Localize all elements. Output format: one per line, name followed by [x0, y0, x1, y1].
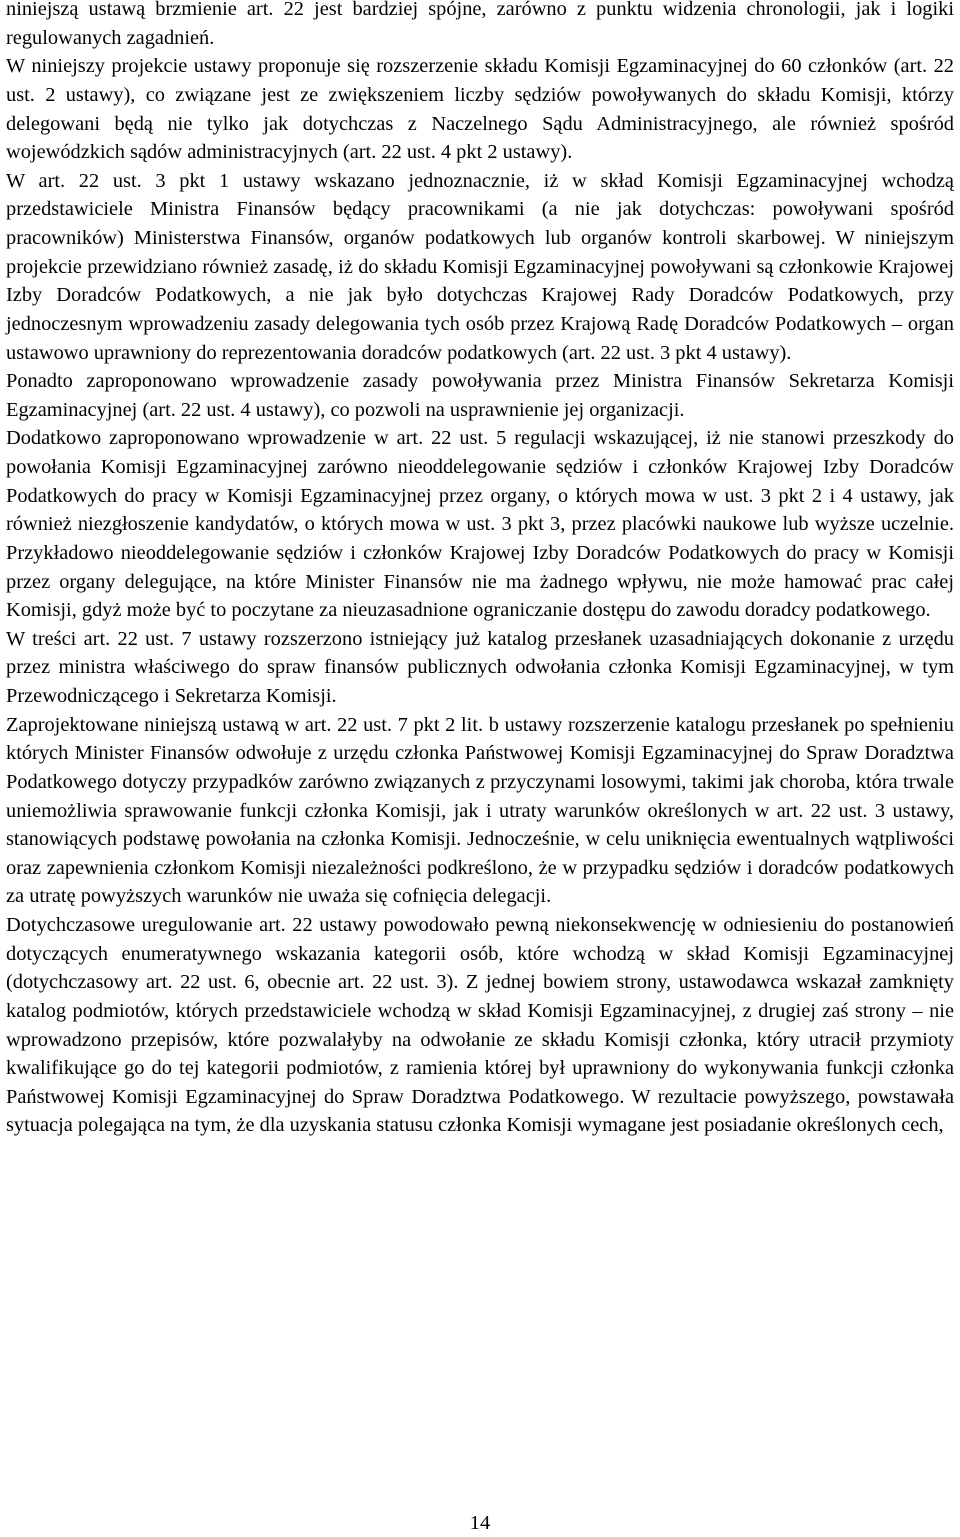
paragraph-no-obstacle: Dodatkowo zaproponowano wprowadzenie w art. 22 ust. 5 regulacji wskazującej, iż nie stanowi przeszkody do powołania Komisji Egzaminacyjnej zarówno nieoddelegowanie sędziów i członków Krajowej Izby Doradców Podatkowych do pracy w Komisji Egzaminacyjnej przez organy, o których mowa w ust. 3 pkt 2 i 4 ustawy, jak również niezgłoszenie kandydatów, o których mowa w ust. 3 pkt 3, przez placówki naukowe lub wyższe uczelnie. Przykładowo nieoddelegowanie sędziów i członków Krajowej Izby Doradców Podatkowych do pracy w Komisji przez organy delegujące, na które Minister Finansów nie ma żadnego wpływu, nie może hamować prac całej Komisji, gdyż może być to poczytane za nieuzasadnione ograniczanie dostępu do zawodu doradcy podatkowego. [6, 427, 954, 622]
page-number: 14 [469, 1512, 491, 1534]
body-text [6, 0, 954, 1140]
paragraph-commission-composition: W art. 22 ust. 3 pkt 1 ustawy wskazano jednoznacznie, iż w skład Komisji Egzaminacyjnej wchodzą przedstawiciele Ministra Finansów będący pracownikami (a nie jak dotychczas: powoływani spośród pracowników) Ministerstwa Finansów, organów podatkowych lub organów kontroli skarbowej. W niniejszym projekcie przewidziano również zasadę, iż do składu Komisji Egzaminacyjnej powoływani są członkowie Krajowej Izby Doradców Podatkowych, a nie jak było dotychczas Krajowej Rady Doradców Podatkowych, przy jednoczesnym wprowadzeniu zasady delegowania tych osób przez Krajową Radę Doradców Podatkowych – organ ustawowo uprawniony do reprezentowania doradców podatkowych (art. 22 ust. 3 pkt 4 ustawy). [6, 169, 954, 364]
paragraph-continuation: niniejszą ustawą brzmienie art. 22 jest bardziej spójne, zarówno z punktu widzenia chronologii, jak i logiki regulowanych zagadnień. [6, 0, 954, 49]
paragraph-dismissal-catalog: W treści art. 22 ust. 7 ustawy rozszerzono istniejący już katalog przesłanek uzasadniających dokonanie z urzędu przez ministra właściwego do spraw finansów publicznych odwołania członka Komisji Egzaminacyjnej, w tym Przewodniczącego i Sekretarza Komisji. [6, 627, 954, 707]
paragraph-previous-regulation: Dotychczasowe uregulowanie art. 22 ustawy powodowało pewną niekonsekwencję w odniesieniu do postanowień dotyczących enumeratywnego wskazania kategorii osób, które wchodzą w skład Komisji Egzaminacyjnej (dotychczasowy art. 22 ust. 6, obecnie art. 22 ust. 3). Z jednej bowiem strony, ustawodawca wskazał zamknięty katalog podmiotów, których przedstawiciele wchodzą w skład Komisji Egzaminacyjnej, z drugiej zaś strony – nie wprowadzono przepisów, które pozwalałyby na odwołanie ze składu Komisji członka, który utracił przymioty kwalifikujące go do tej kategorii podmiotów, z ramienia której był uprawniony do wykonywania funkcji członka Państwowej Komisji Egzaminacyjnej do Spraw Doradztwa Podatkowego. W rezultacie powyższego, powstawała sytuacja polegająca na tym, że dla uzyskania statusu członka Komisji wymagane jest posiadanie określonych cech, [6, 914, 954, 1137]
paragraph-dismissal-grounds: Zaprojektowane niniejszą ustawą w art. 22 ust. 7 pkt 2 lit. b ustawy rozszerzenie katalogu przesłanek po spełnieniu których Minister Finansów odwołuje z urzędu członka Państwowej Komisji Egzaminacyjnej do Spraw Doradztwa Podatkowego dotyczy przypadków zarówno związanych z przyczynami losowymi, takimi jak choroba, która trwale uniemożliwia sprawowanie funkcji członka Komisji, jak i utraty warunków określonych w art. 22 ust. 3 ustawy, stanowiących podstawę powołania na członka Komisji. Jednocześnie, w celu uniknięcia ewentualnych wątpliwości oraz zapewnienia członkom Komisji niezależności podkreślono, że w przypadku sędziów i doradców podatkowych za utratę powyższych warunków nie uważa się cofnięcia delegacji. [6, 713, 954, 908]
paragraph-commission-expansion: W niniejszy projekcie ustawy proponuje się rozszerzenie składu Komisji Egzaminacyjnej do 60 członków (art. 22 ust. 2 ustawy), co związane jest ze zwiększeniem liczby sędziów powoływanych do składu Komisji, którzy delegowani będą nie tylko jak dotychczas z Naczelnego Sądu Administracyjnego, ale również spośród wojewódzkich sądów administracyjnych (art. 22 ust. 4 pkt 2 ustawy). [6, 55, 954, 164]
paragraph-secretary: Ponadto zaproponowano wprowadzenie zasady powoływania przez Ministra Finansów Sekretarza Komisji Egzaminacyjnej (art. 22 ust. 4 ustawy), co pozwoli na usprawnienie jej organizacji. [6, 370, 954, 421]
